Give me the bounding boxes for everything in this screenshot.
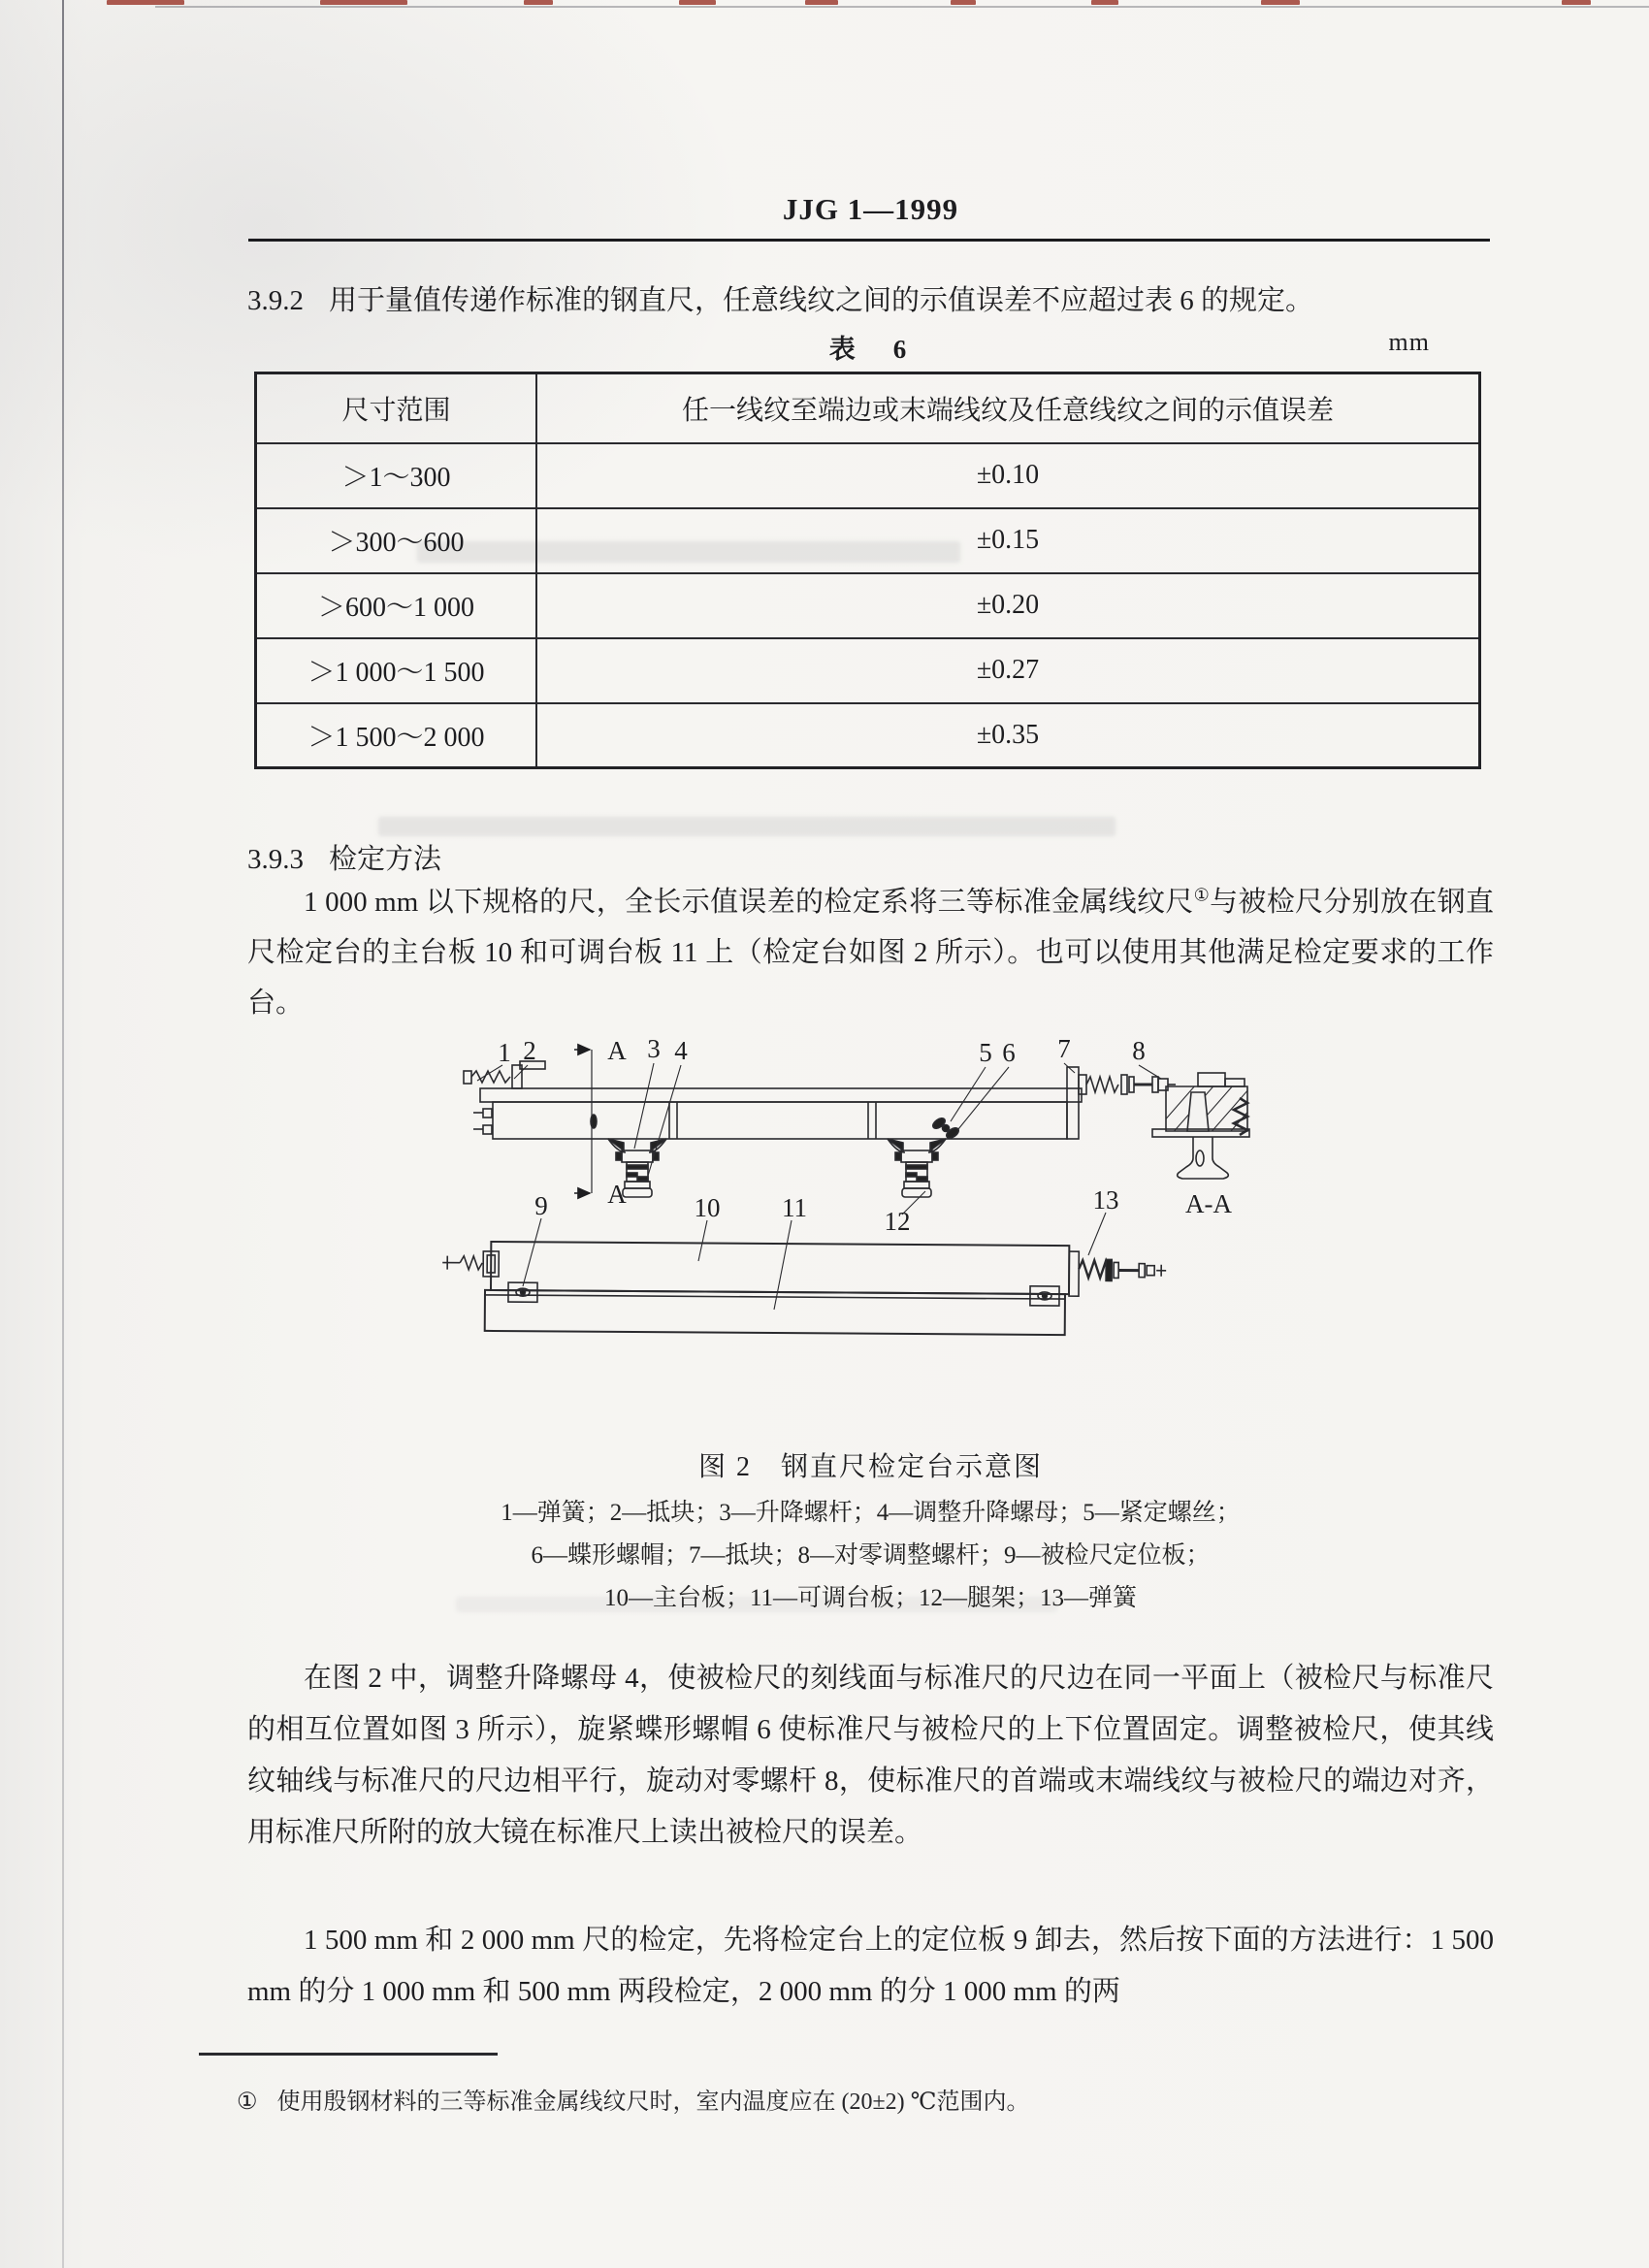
table-6 (254, 372, 1481, 769)
figure-callout-1: 1 (498, 1038, 511, 1067)
column-header-size-range: 尺寸范围 (256, 373, 537, 443)
table-caption-row (247, 328, 1494, 366)
scan-red-mark (1261, 0, 1300, 5)
legend-line: 10—主台板；11—可调台板；12—腿架；13—弹簧 (603, 1585, 1138, 1611)
figure-section-view-label: A-A (1185, 1189, 1232, 1218)
footnote-rule (199, 2053, 498, 2056)
figure-callout-13: 13 (1092, 1185, 1119, 1215)
legend-line: 1—弹簧；2—抵块；3—升降螺杆；4—调整升降螺母；5—紧定螺丝； (501, 1500, 1241, 1526)
footnote-reference: ① (1193, 885, 1211, 905)
cell-range: ＞1 500～2 000 (256, 703, 537, 768)
cell-error: ±0.15 (536, 508, 1480, 573)
scan-red-mark (107, 0, 184, 5)
figure-2-diagram (427, 1021, 1300, 1389)
table-row (256, 573, 1480, 638)
section-number: 3.9.3 (247, 844, 304, 875)
scan-red-mark (679, 0, 716, 5)
paragraph-text: 与被检尺分别放在钢直尺检定台的主台板 10 和可调台板 11 上（检定台如图 2 所示）。也可以使用其他满足检定要求的工作台。 (247, 887, 1494, 1019)
cell-range: ＞600～1 000 (256, 573, 537, 638)
cell-error: ±0.10 (536, 443, 1480, 508)
paragraph-adjustment-procedure: 在图 2 中，调整升降螺母 4，使被检尺的刻线面与标准尺的尺边在同一平面上（被检尺与标准尺的相互位置如图 3 所示），旋紧蝶形螺帽 6 使标准尺与被检尺的上下位置固定。调整被检尺，使其线纹轴线与标准尺的尺边相平行，旋动对零螺杆 8，使标准尺的首端或末端线纹与被检尺的端边对齐，用标准尺所附的放大镜在标准尺上读出被检尺的误差。 (247, 1663, 1494, 1848)
section-number: 3.9.2 (247, 285, 304, 316)
scan-red-mark (1091, 0, 1118, 5)
figure-caption: 图 2 钢直尺检定台示意图 (697, 1452, 1043, 1482)
figure-callout-10: 10 (694, 1193, 721, 1222)
cell-range: ＞1～300 (256, 443, 537, 508)
figure-callout-5: 5 (979, 1038, 992, 1067)
figure-legend (247, 1492, 1494, 1620)
bleedthrough-smudge (378, 817, 1116, 836)
paragraph-long-rule-procedure: 1 500 mm 和 2 000 mm 尺的检定，先将检定台上的定位板 9 卸去，然后按下面的方法进行：1 500 mm 的分 1 000 mm 和 500 mm 两段检定，2 000 mm 的分 1 000 mm 的两 (247, 1925, 1494, 2007)
paragraph-3-9-2 (247, 275, 1494, 326)
column-header-error: 任一线纹至端边或末端线纹及任意线纹之间的示值误差 (536, 373, 1480, 443)
cell-range: ＞1 000～1 500 (256, 638, 537, 703)
figure-callout-11: 11 (782, 1193, 807, 1222)
figure-callout-3: 3 (647, 1034, 661, 1063)
table-unit: mm (1388, 328, 1430, 356)
scan-red-mark (805, 0, 838, 5)
paragraph-3-9-3 (247, 877, 1494, 1028)
paragraph-text: 1 000 mm 以下规格的尺，全长示值误差的检定系将三等标准金属线纹尺 (304, 887, 1194, 918)
table-caption: 表 6 (828, 335, 913, 364)
table-row (256, 508, 1480, 573)
table-row (256, 703, 1480, 768)
figure-callout-7: 7 (1057, 1034, 1071, 1063)
scan-red-mark (1562, 0, 1591, 5)
figure-section-label-bottom: A (607, 1180, 627, 1209)
cell-error: ±0.35 (536, 703, 1480, 768)
table-row (256, 638, 1480, 703)
scan-red-mark (524, 0, 553, 5)
scan-top-edge-line (155, 6, 1649, 8)
figure-callout-8: 8 (1132, 1036, 1146, 1065)
section-title: 检定方法 (329, 844, 442, 875)
table-header-row (256, 373, 1480, 443)
scan-binding-line (62, 0, 64, 2268)
scan-red-mark (320, 0, 407, 5)
table-row (256, 443, 1480, 508)
legend-line: 6—蝶形螺帽；7—抵块；8—对零调整螺杆；9—被检尺定位板； (531, 1542, 1211, 1569)
scan-red-mark (951, 0, 976, 5)
footnote-marker: ① (237, 2090, 258, 2115)
figure-callout-9: 9 (534, 1191, 548, 1220)
footnote (237, 2082, 1401, 2116)
footnote-text: 使用殷钢材料的三等标准金属线纹尺时，室内温度应在 (20±2) ℃范围内。 (276, 2090, 1030, 2115)
figure-callout-4: 4 (674, 1036, 688, 1065)
figure-callout-2: 2 (523, 1036, 536, 1065)
cell-range: ＞300～600 (256, 508, 537, 573)
section-text: 用于量值传递作标准的钢直尺，任意线纹之间的示值误差不应超过表 6 的规定。 (329, 285, 1314, 316)
verification-bench-drawing (427, 1021, 1300, 1389)
cell-error: ±0.27 (536, 638, 1480, 703)
header-rule (248, 239, 1490, 242)
page-title: JJG 1—1999 (782, 192, 959, 226)
figure-section-label-top: A (607, 1036, 627, 1065)
cell-error: ±0.20 (536, 573, 1480, 638)
figure-callout-6: 6 (1002, 1038, 1016, 1067)
figure-callout-12: 12 (884, 1207, 911, 1236)
